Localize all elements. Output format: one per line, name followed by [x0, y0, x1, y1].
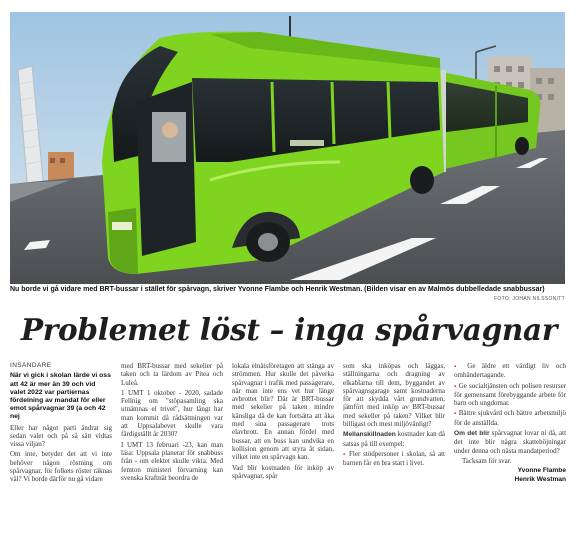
photo-caption: Nu borde vi gå vidare med BRT-bussar i stället för spårvagn, skriver Yvonne Flambe och Henrik Westman. (Bilden visar en av Malmös dubbelledade snabbussar)	[10, 286, 545, 293]
kicker: INSÄNDARE	[10, 362, 52, 369]
bullet-icon: ▪	[454, 383, 457, 390]
bullet-item	[343, 450, 445, 468]
column-2	[121, 362, 223, 484]
column-4	[343, 362, 445, 470]
bullet-text: Bättre sjukvård och bättre arbetsmiljö för de anställda.	[454, 409, 566, 427]
bullet-item	[454, 362, 566, 380]
bullet-item	[454, 409, 566, 427]
ingress: När vi gick i skolan lärde vi oss att 42 är mer än 39 och vid valet 2022 var partiernas fördelning av mandat för eller emot spårvagnar 39 (a och 42 nej	[10, 372, 111, 421]
paragraph: Om inte, betyder det att vi inte behöver någon röstning om spårvagnar, för folkets röster räknas väl? Vi borde därför nu gå vidare	[10, 450, 112, 484]
photo-credit: FOTO: JOHAN NILSSON/TT	[494, 296, 565, 302]
bullet-item	[454, 382, 566, 408]
bullet-text: Fler stödpersoner i skolan, så att barnen får en bra start i livet.	[343, 449, 445, 468]
bullet-icon: ▪	[343, 451, 347, 458]
paragraph: Vad blir kostnaden för inköp av spårvagnar, spår	[232, 463, 334, 480]
subheading: Mellanskillnaden	[343, 431, 396, 439]
thanks-line: Tacksam för svar.	[462, 456, 512, 465]
article-body	[10, 362, 566, 547]
bullet-text: Ge äldre ett värdigt liv och omhändertagande.	[454, 362, 566, 380]
paragraph: med BRT-bussar med sekelier på taken och ta lärdom av Pitea och Luleå.	[121, 362, 223, 387]
paragraph	[343, 430, 445, 448]
author-name: Yvonne Flambe	[517, 467, 566, 475]
bullet-icon: ▪	[454, 411, 457, 418]
paragraph-text: kostnader kan då satsas på till exempel:	[343, 430, 445, 448]
paragraph: Eller har något parti ändrat sig sedan valet och på så sätt vidtas vissa viljan?	[10, 423, 112, 449]
subheading: Om det blir	[454, 430, 490, 438]
author-name: Henrik Westman	[514, 475, 566, 483]
column-5	[454, 362, 566, 484]
headline: Problemet löst – inga spårvagnar	[20, 312, 558, 347]
paragraph: I UMT 13 februari -23, kan man läsa: Uppsala planerar för snabbuss från - om elektet skulle vikta. Med femton ministeri förvarning kan svenska kraftnät beordra de	[121, 440, 223, 482]
bullet-text: Ge socialtjänsten och polisen resurser för gemensamt förebyggande arbete för barn och ungdomar.	[454, 381, 566, 408]
bus-photo	[10, 12, 565, 284]
paragraph: 1 UMT 1 oktober - 2020, sadade Fellnig om "stöpasamling ska utnämnas el trivet", hur långt har man kommit då rådsättningen var att Uppsalabevet skulle vara färdigställt år 2030?	[121, 388, 223, 439]
paragraph	[454, 429, 566, 455]
paragraph: som ska inköpas och läggas, ställningarna och dragning av elkablarna till dem, byggandet av spårvagnsgarage samt kostnaderna för att skydda vårt grundvatten, jämfört med inköp av BRT-bussar med sekeller på taken? Vilket blir billigast och mest miljövänligt?	[343, 362, 445, 429]
paragraph-text: spårvagnar lovar ni då, att det inte blir några skattehöjningar under denna och nästa mandatperiod?	[454, 429, 566, 455]
column-3	[232, 362, 334, 482]
column-1	[10, 362, 112, 486]
signature	[454, 467, 566, 484]
paragraph: lokala elnätsföretagen att stänga av strömmen. Hur skulle det påverka spårvagnar i trafik med passagerare, när man inte ens vet hur länge avbrottet blir? Där är BRT-bussar med sekelier på taken mindre känsliga då de kan fortsätta att åka med sina passagerare trots elavbrott. En annan fördel med bussar, att en buss kan undvika en kollision genom att styra åt sidan, vilket inte en spårvagn kan.	[232, 362, 334, 462]
bullet-icon: ▪	[454, 364, 461, 370]
